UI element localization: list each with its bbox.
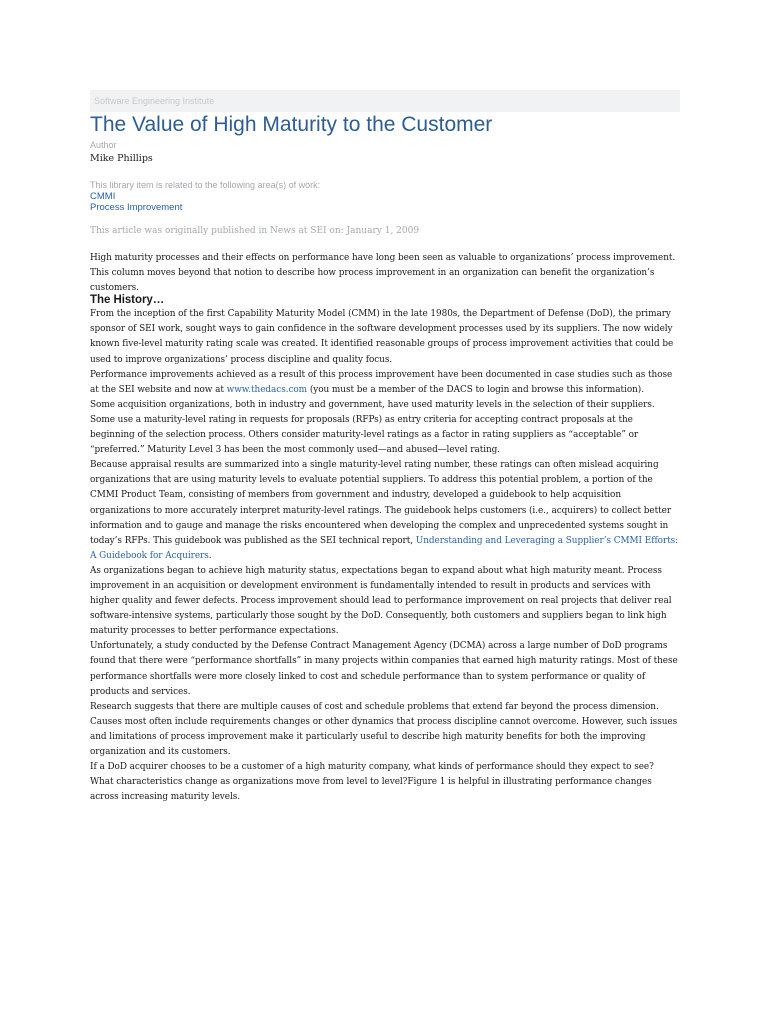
paragraph-5: As organizations began to achieve high maturity status, expectations began to expand about what high maturity meant. Process improvement in an acquisition or development environment is fundamentally intended to result in products and services with higher quality and fewer defects. Process improvement should lead to performance improvement on real projects that deliver real software-intensive systems, particularly those sought by the DoD. Consequently, both customers and suppliers began to link high maturity processes to better performance expectations. [90,565,672,637]
site-header-bar: Software Engineering Institute [90,90,680,112]
article-body [90,251,680,805]
author-name: Mike Phillips [90,153,153,164]
paragraph-1: From the inception of the first Capability Maturity Model (CMM) in the late 1980s, the Department of Defense (DoD), the primary sponsor of SEI work, sought ways to gain confidence in the software development processes used by its suppliers. The now widely known five-level maturity rating scale was created. It identified reasonable groups of process improvement activities that could be used to improve organizations’ process discipline and quality focus. [90,309,674,365]
dacs-link[interactable]: www.thedacs.com [226,384,308,395]
paragraph-4 [90,458,680,564]
history-heading: The History… [90,294,165,307]
related-area-process-improvement-link[interactable]: Process Improvement [90,202,183,213]
paragraph-8: If a DoD acquirer chooses to be a customer of a high maturity company, what kinds of performance should they expect to see? What characteristics change as organizations move from level to level?Figure 1 is helpful in illustrating performance changes across increasing maturity levels. [90,762,654,803]
paragraph-3: Some acquisition organizations, both in industry and government, have used maturity levels in the selection of their suppliers. Some use a maturity-level rating in requests for proposals (RFPs) as entry criteria for accepting contract proposals at the beginning of the selection process. Others consider maturity-level ratings as a factor in rating suppliers as “acceptable” or “preferred.” Maturity Level 3 has been the most commonly used—and abused—level rating. [90,399,655,456]
paragraph-7: Research suggests that there are multiple causes of cost and schedule problems that extend far beyond the process dimension. Causes most often include requirements changes or other dynamics that process discipline cannot overcome. However, such issues and limitations of process improvement make it particularly useful to describe high maturity benefits for both the improving organization and its customers. [90,701,678,757]
paragraph-2-text: Performance improvements achieved as a result of this process improvement have been documented in case studies such as those at the SEI website and now at [90,369,673,395]
intro-paragraph: High maturity processes and their effects on performance have long been seen as valuable to organizations’ process improvement. This column moves beyond that notion to describe how process improvement in an organization can benefit the organization’s customers. [90,253,676,294]
paragraph-4-text-end: . [208,550,212,561]
related-areas-label: This library item is related to the following area(s) of work: [90,180,321,190]
publication-note: This article was originally published in News at SEI on: January 1, 2009 [90,226,420,236]
paragraph-2 [90,368,680,398]
guidebook-link[interactable]: Understanding and Leveraging a Supplier’s CMMI Efforts: A Guidebook for Acquirers [90,535,679,561]
paragraph-6: Unfortunately, a study conducted by the Defense Contract Management Agency (DCMA) across a large number of DoD programs found that there were “performance shortfalls” in many projects within companies that earned high maturity ratings. Most of these performance shortfalls were more closely linked to cost and schedule performance than to system performance or quality of products and services. [90,641,678,697]
paragraph-4-text: Because appraisal results are summarized into a single maturity-level rating number, these ratings can often mislead acquiring organizations that are using maturity levels to evaluate potential suppliers. To address this potential problem, a portion of the CMMI Product Team, consisting of members from government and industry, developed a guidebook to help acquisition organizations to more accurately interpret maturity-level ratings. The guidebook helps customers (i.e., acquirers) to collect better information and to gauge and manage the risks encountered when developing the complex and unprecedented systems sought in today’s RFPs. This guidebook was published as the SEI technical report, [90,460,672,546]
related-area-cmmi-link[interactable]: CMMI [90,191,116,202]
paragraph-2-text-end: (you must be a member of the DACS to login and browse this information). [307,384,644,395]
article-page [90,90,680,805]
page-title: The Value of High Maturity to the Customer [90,113,493,136]
author-label: Author [90,140,117,150]
